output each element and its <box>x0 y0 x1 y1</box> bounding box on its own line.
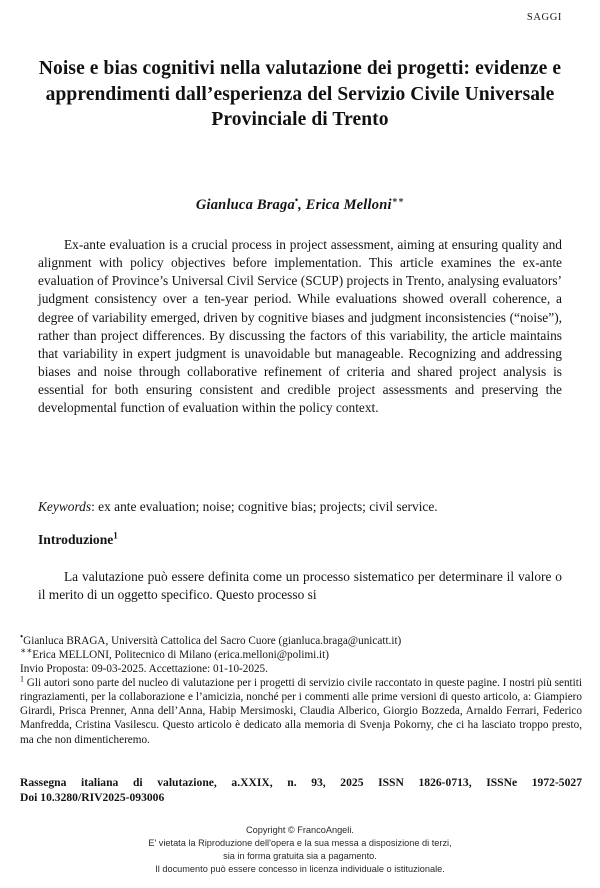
citation-line-1: Rassegna italiana di valutazione, a.XXIX, n. 93, 2025 ISSN 1826-0713, ISSNe 1972-5027 <box>20 776 582 789</box>
section-footnote-marker: 1 <box>113 530 118 541</box>
running-head: SAGGI <box>526 12 562 23</box>
page-title: Noise e bias cognitivi nella valutazione dei progetti: evidenze e apprendimenti dall’esperienza del Servizio Civile Universale Provinciale di Trento <box>38 58 562 131</box>
author-footnote-marker-1: • <box>294 195 299 206</box>
copyright-watermark <box>0 824 600 876</box>
section-heading-label: Introduzione <box>38 532 114 547</box>
author-separator: , Erica Melloni <box>298 197 392 213</box>
footnote-note-1 <box>20 676 582 746</box>
title-block <box>38 56 562 133</box>
keywords-line <box>38 498 562 516</box>
section-heading-introduzione <box>38 532 562 548</box>
footnote-author-2 <box>20 645 582 662</box>
footnote-author-1 <box>20 631 582 648</box>
keywords-label: Keywords <box>38 499 92 514</box>
author-byline <box>38 197 562 214</box>
footnote-author-2-text: Erica MELLONI, Politecnico di Milano (erica.melloni@polimi.it) <box>32 649 329 662</box>
author-footnote-marker-2: ∗∗ <box>391 195 405 206</box>
keywords-separator: : <box>91 499 99 514</box>
body-paragraph-1: La valutazione può essere definita come un processo sistematico per determinare il valore o il merito di un oggetto specifico. Questo processo si <box>38 569 562 603</box>
footnote-marker-author-1: • <box>20 631 24 642</box>
author-name-1: Gianluca Braga <box>195 197 295 213</box>
keywords-values: ex ante evaluation; noise; cognitive bias; projects; civil service. <box>98 499 438 514</box>
footnote-marker-note-1: 1 <box>20 674 24 684</box>
footnote-submission-dates: Invio Proposta: 09-03-2025. Accettazione: 01-10-2025. <box>20 663 268 676</box>
footnote-block <box>20 631 582 747</box>
footnote-marker-author-2: ∗∗ <box>20 645 33 656</box>
copyright-line-3: sia in forma gratuita sia a pagamento. <box>223 851 377 862</box>
copyright-line-4: Il documento può essere concesso in licenza individuale o istituzionale. <box>155 864 445 875</box>
copyright-line-2: E' vietata la Riproduzione dell'opera e la sua messa a disposizione di terzi, <box>148 838 452 849</box>
citation-doi: Doi 10.3280/RIV2025-093006 <box>20 791 165 805</box>
footnote-author-1-text: Gianluca BRAGA, Università Cattolica del Sacro Cuore (gianluca.braga@unicatt.it) <box>23 635 402 647</box>
abstract-paragraph: Ex-ante evaluation is a crucial process in project assessment, aiming at ensuring quality and alignment with policy objectives before implementation. This article examines the ex-ante evaluation of Province’s Universal Civil Service (SCUP) projects in Trento, analysing evaluators’ judgment consistency over a ten-year period. While evaluations showed overall coherence, a degree of variability emerged, driven by cognitive biases and judgment inconsistencies (“noise”), rather than project differences. By discussing the factors of this variability, the article maintains that variability in expert judgment is unavoidable but manageable. Recognizing and addressing biases and noise through collaborative refinement of criteria and shared project analysis is essential for both ensuring consistent and credible project assessments and preserving the developmental function of evaluation within the policy context. <box>38 237 562 416</box>
copyright-line-1: Copyright © FrancoAngeli. <box>246 825 354 835</box>
journal-citation <box>20 775 582 806</box>
footnote-note-1-text: Gli autori sono parte del nucleo di valutazione per i progetti di servizio civile raccontato in queste pagine. I nostri più sentiti ringraziamenti, per la collaborazione e l’amicizia, nonché per i commenti alle prime versioni di questo articolo, a: Giampiero Girardi, Prisca Prenner, Anna dell’Anna, Habip Mersimoski, Claudia Alberico, Giorgio Bozzeda, Arnaldo Ferrari, Federico Manfredda, Cristina Vasilescu. Questo articolo è dedicato alla memoria di Svenja Pokorny, che ci ha lasciato troppo presto, ma che non dimenticheremo. <box>20 677 582 746</box>
